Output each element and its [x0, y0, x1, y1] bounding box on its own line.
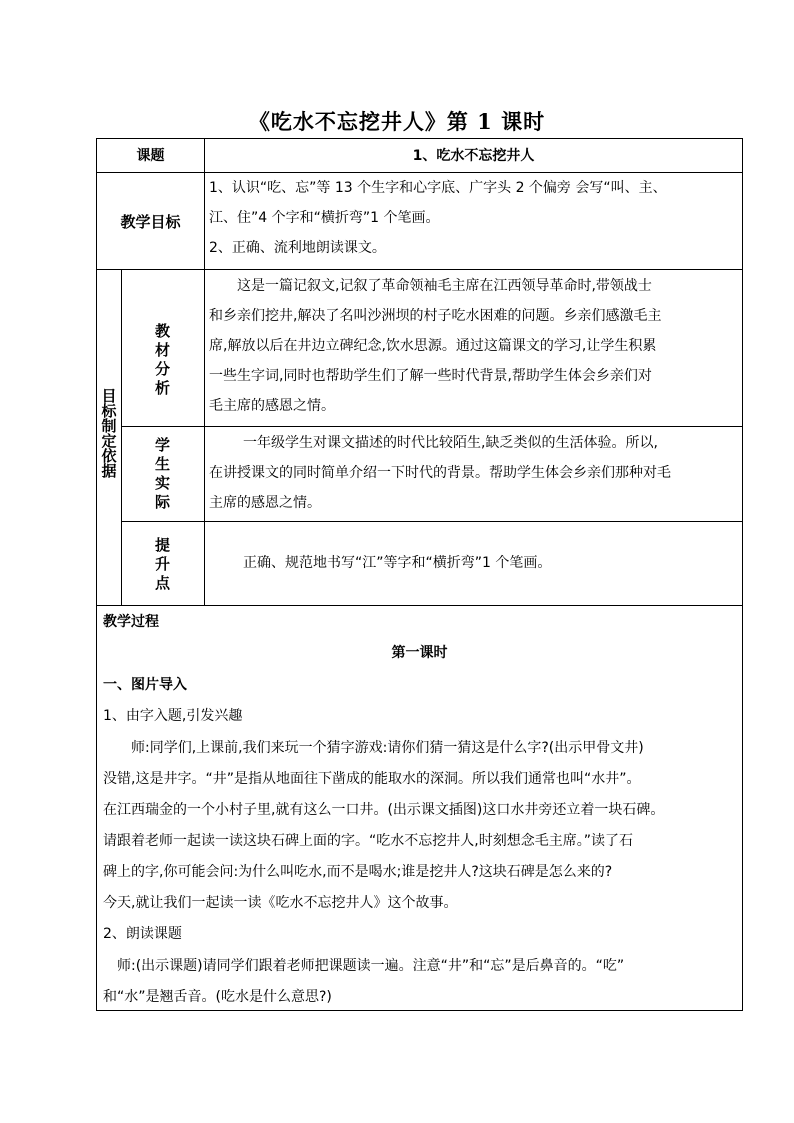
- sub-heading: 2、朗读课题: [103, 926, 182, 942]
- process-label: 教学过程: [103, 614, 159, 630]
- basis-label: 目 标 制 定 依 据: [101, 387, 117, 480]
- column-divider: [204, 139, 205, 605]
- row-divider: [97, 605, 742, 606]
- goals-content: [209, 173, 739, 263]
- row-divider: [97, 269, 742, 270]
- student-situation-content: 一年级学生对课文描述的时代比较陌生,缺乏类似的生活体验。所以, 在讲授课文的同时简单介绍一下时代的背景。帮助学生体会乡亲们那种对毛 主席的感恩之情。: [209, 435, 671, 511]
- lesson-title: 第一课时: [391, 645, 448, 661]
- goal-line: 1、认识“吃、忘”等 13 个生字和心字底、广字头 2 个偏旁 会写“叫、主、: [209, 180, 667, 196]
- row-divider: [121, 426, 742, 427]
- improvement-point-content: 正确、规范地书写“江”等字和“横折弯”1 个笔画。: [243, 555, 552, 571]
- lesson-plan-table: [96, 138, 743, 1011]
- page-title: 《吃水不忘挖井人》第 1 课时: [248, 109, 546, 134]
- goal-line: 江、住”4 个字和“横折弯”1 个笔画。: [209, 210, 440, 226]
- goal-line: 2、正确、流利地朗读课文。: [209, 240, 386, 256]
- improvement-point-label: 提 升 点: [154, 536, 170, 592]
- section-heading: 一、图片导入: [103, 677, 187, 693]
- student-situation-label: 学 生 实 际: [154, 436, 170, 511]
- intro-paragraph: 师:同学们,上课前,我们来玩一个猜字游戏:请你们猜一猜这是什么字?(出示甲骨文井) 没错,这是井字。“井”是指从地面往下凿成的能取水的深洞。所以我们通常也叫“水井”。 在江西瑞金的一个小村子里,就有这么一口井。(出示课文插图)这口水井旁还立着一块石碑。 请跟着老师一起读一读这块石碑上面的字。“吃水不忘挖井人,时刻想念毛主席。”读了石 碑上的字,你可能会问:为什么叫吃水,而不是喝水;谁是挖井人?这块石碑是怎么来的? 今天,就让我们一起读一读《吃水不忘挖井人》这个故事。: [103, 740, 665, 911]
- sub-heading: 1、由字入题,引发兴趣: [103, 708, 243, 724]
- material-analysis-content: 这是一篇记叙文,记叙了革命领袖毛主席在江西领导革命时,带领战士 和乡亲们挖井,解决了名叫沙洲坝的村子吃水困难的问题。乡亲们感激毛主 席,解放以后在井边立碑纪念,饮水思源。通过这篇课文的学习,让学生积累 一些生字词,同时也帮助学生们了解一些时代背景,帮助学生体会乡亲们对 毛主席的感恩之情。: [209, 278, 662, 414]
- topic-label: 课题: [136, 148, 165, 164]
- goals-label: 教学目标: [120, 213, 181, 231]
- row-divider: [121, 521, 742, 522]
- material-analysis-label: 教 材 分 析: [154, 322, 170, 397]
- topic-value: 1、吃水不忘挖井人: [412, 148, 535, 164]
- title-reading-paragraph: 师:(出示课题)请同学们跟着老师把课题读一遍。注意“井”和“忘”是后鼻音的。“吃” 和“水”是翘舌音。(吃水是什么意思?): [103, 958, 625, 1005]
